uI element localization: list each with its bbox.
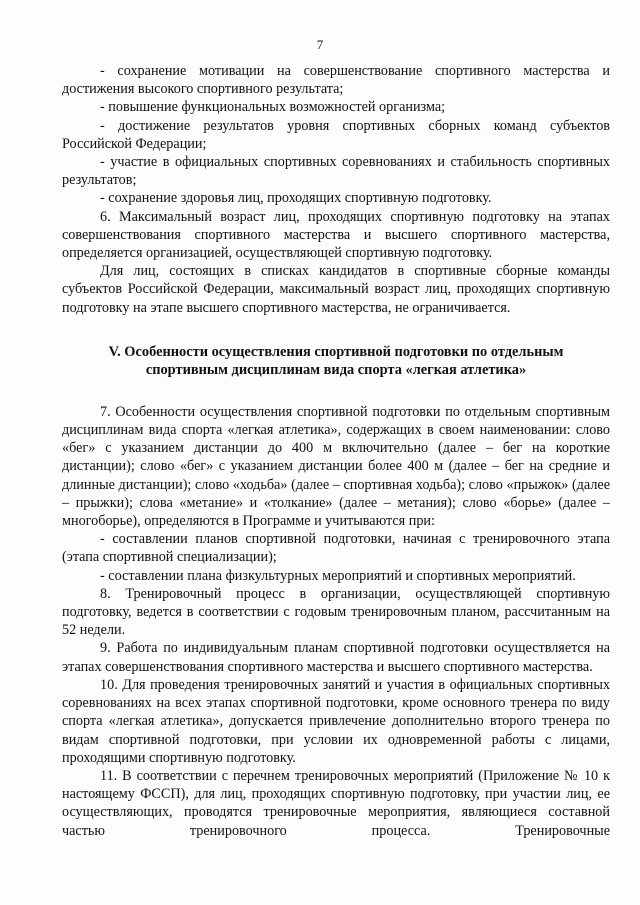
paragraph-goal-results: - достижение результатов уровня спортивных сборных команд субъектов Российской Федерации;	[62, 117, 610, 152]
page-number: 7	[316, 37, 324, 52]
section-heading-line-1: V. Особенности осуществления спортивной подготовки по отдельным	[108, 343, 564, 360]
paragraph-item-6: 6. Максимальный возраст лиц, проходящих спортивную подготовку на этапах совершенствования спортивного мастерства и высшего спортивного мастерства, определяется организацией, осуществляющей спортивную подготовку.	[62, 208, 610, 262]
paragraph-item-8: 8. Тренировочный процесс в организации, осуществляющей спортивную подготовку, ведется в соответствии с годовым тренировочным планом, рассчитанным на 52 недели.	[62, 585, 610, 639]
paragraph-goal-motivation: - сохранение мотивации на совершенствование спортивного мастерства и достижения высокого спортивного результата;	[62, 63, 610, 98]
section-heading-line-2: спортивным дисциплинам вида спорта «легкая атлетика»	[145, 362, 527, 379]
paragraph-goal-health: - сохранение здоровья лиц, проходящих спортивную подготовку.	[100, 190, 492, 207]
paragraph-item-9: 9. Работа по индивидуальным планам спортивной подготовки осуществляется на этапах совершенствования спортивного мастерства и высшего спортивного мастерства.	[62, 640, 610, 675]
paragraph-item-11: 11. В соответствии с перечнем тренировочных мероприятий (Приложение № 10 к настоящему ФССП), для лиц, проходящих спортивную подготовку, при участии лиц, ее осуществляющих, проводятся тренировочные мероприятия, являющиеся составной частью тренировочного процесса. Тренировочные	[62, 767, 610, 839]
paragraph-plans: - составлении планов спортивной подготовки, начиная с тренировочного этапа (этапа спортивной специализации);	[62, 531, 610, 566]
document-body	[62, 62, 610, 840]
paragraph-candidates: Для лиц, состоящих в списках кандидатов в спортивные сборные команды субъектов Российской Федерации, максимальный возраст лиц, проходящих спортивную подготовку на этапе высшего спортивного мастерства, не ограничивается.	[62, 263, 610, 316]
paragraph-item-7: 7. Особенности осуществления спортивной подготовки по отдельным спортивным дисциплинам вида спорта «легкая атлетика», содержащих в своем наименовании: слово «бег» с указанием дистанции до 400 м включительно (далее – бег на короткие дистанции); слово «бег» с указанием дистанции более 400 м (далее – бег на средние и длинные дистанции); слово «ходьба» (далее – спортивная ходьба); слово «прыжок» (далее – прыжки); слова «метание» и «толкание» (далее – метания); слово «борье» (далее – многоборье), определяются в Программе и учитываются при:	[62, 403, 610, 530]
section-heading	[62, 343, 610, 380]
paragraph-goal-functional: - повышение функциональных возможностей организма;	[100, 99, 446, 116]
paragraph-goal-competitions: - участие в официальных спортивных соревнованиях и стабильность спортивных результатов;	[62, 154, 610, 189]
paragraph-events-plan: - составлении плана физкультурных мероприятий и спортивных мероприятий.	[100, 567, 576, 584]
paragraph-item-10: 10. Для проведения тренировочных занятий и участия в официальных спортивных соревнованиях на всех этапах спортивной подготовки, кроме основного тренера по виду спорта «легкая атлетика», допускается привлечение дополнительно второго тренера по видам спортивной подготовки, при условии их одновременной работы с лицами, проходящими спортивную подготовку.	[62, 676, 610, 766]
